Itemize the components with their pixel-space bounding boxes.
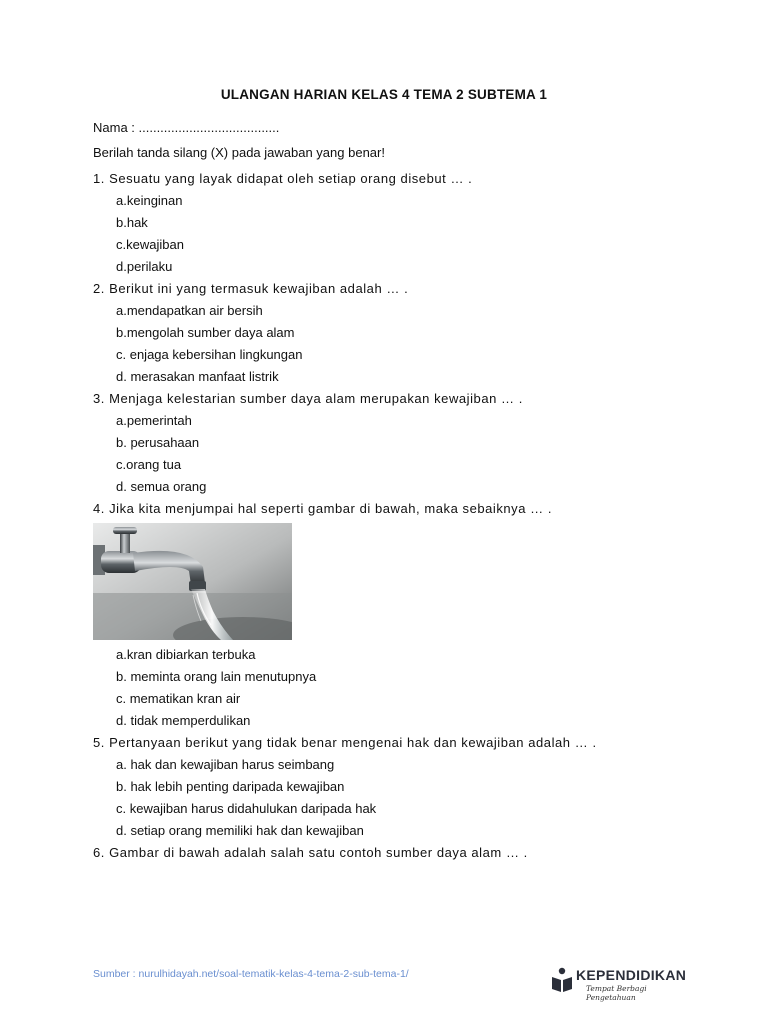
question-1: 1. Sesuatu yang layak didapat oleh setiap orang disebut … . — [93, 171, 473, 186]
question-2-option-c: c. enjaga kebersihan lingkungan — [116, 347, 303, 362]
name-field-line: Nama : ....................................... — [93, 120, 280, 135]
question-5: 5. Pertanyaan berikut yang tidak benar mengenai hak dan kewajiban adalah … . — [93, 735, 597, 750]
question-4: 4. Jika kita menjumpai hal seperti gambar di bawah, maka sebaiknya … . — [93, 501, 553, 516]
kependidikan-logo — [550, 966, 690, 1002]
question-2: 2. Berikut ini yang termasuk kewajiban adalah … . — [93, 281, 409, 296]
question-1-option-c: c.kewajiban — [116, 237, 184, 252]
logo-wordmark: KEPENDIDIKAN — [576, 967, 687, 983]
question-2-option-d: d. merasakan manfaat listrik — [116, 369, 279, 384]
question-3-option-a: a.pemerintah — [116, 413, 192, 428]
question-4-option-c: c. mematikan kran air — [116, 691, 241, 706]
question-1-option-a: a.keinginan — [116, 193, 183, 208]
question-3: 3. Menjaga kelestarian sumber daya alam merupakan kewajiban … . — [93, 391, 523, 406]
question-5-option-b: b. hak lebih penting daripada kewajiban — [116, 779, 345, 794]
question-6: 6. Gambar di bawah adalah salah satu contoh sumber daya alam … . — [93, 845, 528, 860]
question-5-option-a: a. hak dan kewajiban harus seimbang — [116, 757, 335, 772]
logo-tagline: Tempat Berbagi Pengetahuan — [586, 984, 647, 1002]
question-1-option-b: b.hak — [116, 215, 148, 230]
question-4-option-d: d. tidak memperdulikan — [116, 713, 251, 728]
question-4-option-a: a.kran dibiarkan terbuka — [116, 647, 256, 662]
question-5-option-c: c. kewajiban harus didahulukan daripada hak — [116, 801, 377, 816]
page-title: ULANGAN HARIAN KELAS 4 TEMA 2 SUBTEMA 1 — [220, 87, 548, 102]
instruction-text: Berilah tanda silang (X) pada jawaban yang benar! — [93, 145, 385, 160]
question-1-option-d: d.perilaku — [116, 259, 173, 274]
question-4-option-b: b. meminta orang lain menutupnya — [116, 669, 317, 684]
book-person-icon — [550, 966, 574, 994]
question-2-option-b: b.mengolah sumber daya alam — [116, 325, 295, 340]
question-2-option-a: a.mendapatkan air bersih — [116, 303, 263, 318]
question-3-option-c: c.orang tua — [116, 457, 182, 472]
running-faucet-photo — [93, 523, 292, 640]
question-5-option-d: d. setiap orang memiliki hak dan kewajiban — [116, 823, 364, 838]
question-3-option-b: b. perusahaan — [116, 435, 200, 450]
source-link[interactable]: Sumber : nurulhidayah.net/soal-tematik-kelas-4-tema-2-sub-tema-1/ — [93, 968, 409, 980]
question-3-option-d: d. semua orang — [116, 479, 207, 494]
